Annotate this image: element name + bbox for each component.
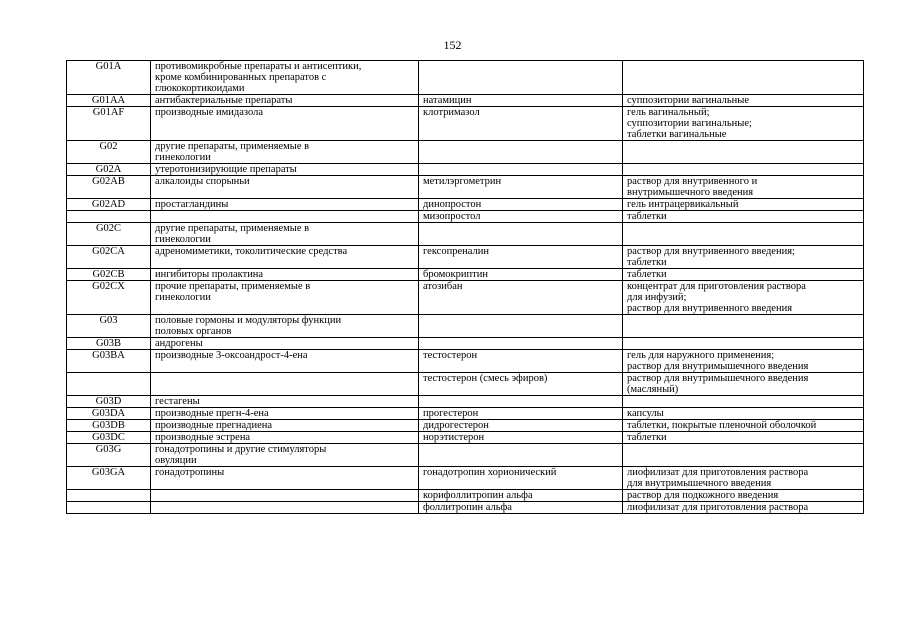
atc-code-cell: G02A (67, 164, 151, 176)
table-row (67, 176, 864, 199)
atc-code-cell: G02CB (67, 269, 151, 281)
drug-name-cell: фоллитропин альфа (419, 502, 623, 514)
atc-code-cell: G02CA (67, 246, 151, 269)
table-row (67, 315, 864, 338)
table-row (67, 444, 864, 467)
table-row (67, 223, 864, 246)
atc-code-cell: G03DC (67, 432, 151, 444)
page-number: 152 (443, 38, 462, 52)
atc-code-cell: G03B (67, 338, 151, 350)
atc-code-cell (67, 490, 151, 502)
dosage-form-cell: гель для наружного применения; раствор для внутримышечного введения (623, 350, 864, 373)
anatomical-group-cell (151, 211, 419, 223)
anatomical-group-cell: простагландины (151, 199, 419, 211)
dosage-form-cell: раствор для подкожного введения (623, 490, 864, 502)
drug-name-cell: клотримазол (419, 107, 623, 141)
anatomical-group-cell: андрогены (151, 338, 419, 350)
dosage-form-cell: суппозитории вагинальные (623, 95, 864, 107)
table-row (67, 408, 864, 420)
atc-code-cell: G03BA (67, 350, 151, 373)
drug-name-cell: атозибан (419, 281, 623, 315)
anatomical-group-cell: алкалоиды спорыньи (151, 176, 419, 199)
drug-name-cell: прогестерон (419, 408, 623, 420)
table-row (67, 141, 864, 164)
atc-code-cell: G02AB (67, 176, 151, 199)
drug-name-cell: корифоллитропин альфа (419, 490, 623, 502)
atc-code-cell: G03D (67, 396, 151, 408)
atc-code-cell: G03DA (67, 408, 151, 420)
atc-code-cell: G03 (67, 315, 151, 338)
anatomical-group-cell (151, 490, 419, 502)
dosage-form-cell: лиофилизат для приготовления раствора (623, 502, 864, 514)
dosage-form-cell: капсулы (623, 408, 864, 420)
anatomical-group-cell: антибактериальные препараты (151, 95, 419, 107)
dosage-form-cell (623, 338, 864, 350)
table-row (67, 373, 864, 396)
atc-code-cell: G02CX (67, 281, 151, 315)
dosage-form-cell: раствор для внутримышечного введения (масляный) (623, 373, 864, 396)
drug-name-cell (419, 61, 623, 95)
table-row (67, 164, 864, 176)
anatomical-group-cell: ингибиторы пролактина (151, 269, 419, 281)
drug-name-cell: динопростон (419, 199, 623, 211)
anatomical-group-cell: производные эстрена (151, 432, 419, 444)
table-row (67, 432, 864, 444)
drug-name-cell (419, 141, 623, 164)
table-row (67, 467, 864, 490)
anatomical-group-cell: производные имидазола (151, 107, 419, 141)
table-row (67, 420, 864, 432)
table-row (67, 107, 864, 141)
dosage-form-cell: таблетки (623, 269, 864, 281)
dosage-form-cell: таблетки (623, 432, 864, 444)
dosage-form-cell: раствор для внутривенного введения; таблетки (623, 246, 864, 269)
table-row (67, 211, 864, 223)
table-row (67, 269, 864, 281)
drug-name-cell: норэтистерон (419, 432, 623, 444)
table-row (67, 61, 864, 95)
dosage-form-cell: гель вагинальный; суппозитории вагинальные; таблетки вагинальные (623, 107, 864, 141)
drug-name-cell (419, 396, 623, 408)
atc-code-cell: G03G (67, 444, 151, 467)
dosage-form-cell: таблетки (623, 211, 864, 223)
drug-table (66, 60, 864, 514)
anatomical-group-cell (151, 373, 419, 396)
dosage-form-cell (623, 61, 864, 95)
atc-code-cell (67, 211, 151, 223)
anatomical-group-cell: противомикробные препараты и антисептики, кроме комбинированных препаратов с глюкокортикоидами (151, 61, 419, 95)
drug-name-cell: метилэргометрин (419, 176, 623, 199)
atc-code-cell: G03GA (67, 467, 151, 490)
atc-code-cell: G03DB (67, 420, 151, 432)
atc-code-cell (67, 502, 151, 514)
drug-name-cell: тестостерон (419, 350, 623, 373)
drug-name-cell: мизопростол (419, 211, 623, 223)
dosage-form-cell: гель интрацервикальный (623, 199, 864, 211)
table-row (67, 490, 864, 502)
drug-name-cell: гексопреналин (419, 246, 623, 269)
drug-name-cell: натамицин (419, 95, 623, 107)
dosage-form-cell (623, 315, 864, 338)
atc-code-cell: G02C (67, 223, 151, 246)
anatomical-group-cell: другие препараты, применяемые в гинекологии (151, 141, 419, 164)
drug-name-cell: бромокриптин (419, 269, 623, 281)
table-row (67, 281, 864, 315)
atc-code-cell: G02 (67, 141, 151, 164)
anatomical-group-cell: гестагены (151, 396, 419, 408)
anatomical-group-cell (151, 502, 419, 514)
atc-code-cell: G01AA (67, 95, 151, 107)
dosage-form-cell (623, 141, 864, 164)
table-row (67, 396, 864, 408)
anatomical-group-cell: другие препараты, применяемые в гинекологии (151, 223, 419, 246)
anatomical-group-cell: адреномиметики, токолитические средства (151, 246, 419, 269)
table-row (67, 246, 864, 269)
table-row (67, 502, 864, 514)
drug-name-cell (419, 223, 623, 246)
anatomical-group-cell: производные прегн-4-ена (151, 408, 419, 420)
table-row (67, 95, 864, 107)
anatomical-group-cell: прочие препараты, применяемые в гинекологии (151, 281, 419, 315)
drug-name-cell: гонадотропин хорионический (419, 467, 623, 490)
drug-name-cell: дидрогестерон (419, 420, 623, 432)
atc-code-cell: G01AF (67, 107, 151, 141)
anatomical-group-cell: производные 3-оксоандрост-4-ена (151, 350, 419, 373)
table-row (67, 350, 864, 373)
atc-code-cell: G01A (67, 61, 151, 95)
anatomical-group-cell: утеротонизирующие препараты (151, 164, 419, 176)
drug-name-cell (419, 444, 623, 467)
table-row (67, 199, 864, 211)
atc-code-cell: G02AD (67, 199, 151, 211)
dosage-form-cell (623, 396, 864, 408)
anatomical-group-cell: производные прегнадиена (151, 420, 419, 432)
dosage-form-cell: раствор для внутривенного и внутримышечного введения (623, 176, 864, 199)
drug-name-cell (419, 315, 623, 338)
dosage-form-cell: лиофилизат для приготовления раствора для внутримышечного введения (623, 467, 864, 490)
dosage-form-cell: концентрат для приготовления раствора для инфузий; раствор для внутривенного введения (623, 281, 864, 315)
anatomical-group-cell: половые гормоны и модуляторы функции половых органов (151, 315, 419, 338)
dosage-form-cell: таблетки, покрытые пленочной оболочкой (623, 420, 864, 432)
table-body (67, 61, 864, 514)
dosage-form-cell (623, 444, 864, 467)
drug-name-cell: тестостерон (смесь эфиров) (419, 373, 623, 396)
anatomical-group-cell: гонадотропины (151, 467, 419, 490)
drug-name-cell (419, 338, 623, 350)
drug-name-cell (419, 164, 623, 176)
table-row (67, 338, 864, 350)
dosage-form-cell (623, 223, 864, 246)
anatomical-group-cell: гонадотропины и другие стимуляторы овуляции (151, 444, 419, 467)
dosage-form-cell (623, 164, 864, 176)
atc-code-cell (67, 373, 151, 396)
